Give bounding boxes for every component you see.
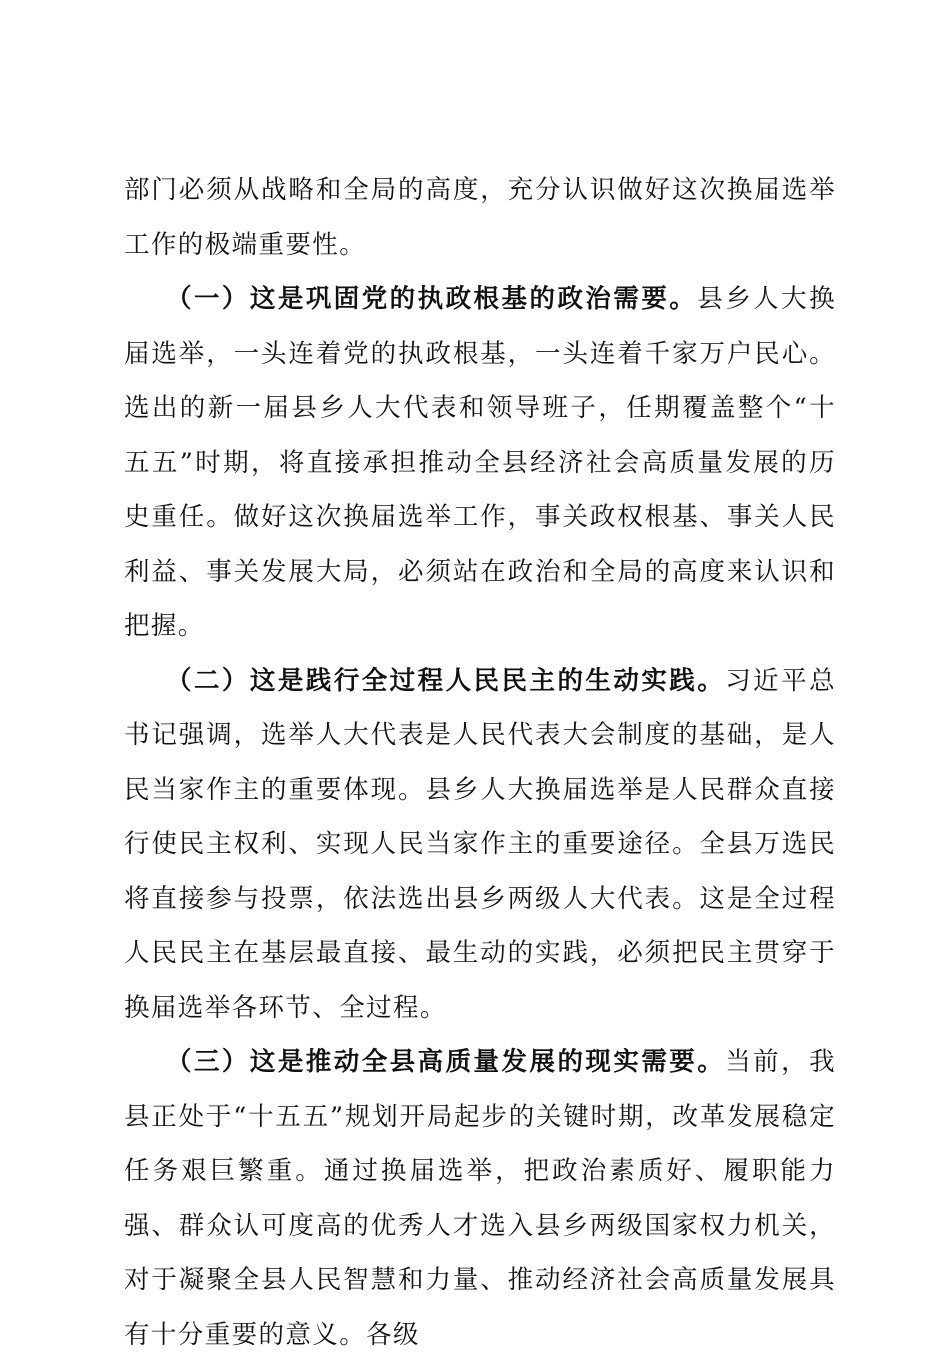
paragraph-text: 习近平总书记强调，选举人大代表是人民代表大会制度的基础，是人民当家作主的重要体现。县乡人大换届选举是人民群众直接行使民主权利、实现人民当家作主的重要途径。全县万选民将直接参与投票，依法选出县乡两级人大代表。这是全过程人民民主在基层最直接、最生动的实践，必须把民主贯穿于换届选举各环节、全过程。 [124, 665, 836, 1023]
paragraph-text: 部门必须从战略和全局的高度，充分认识做好这次换届选举工作的极端重要性。 [124, 175, 836, 260]
paragraph-section-three [124, 1035, 836, 1362]
paragraph-section-two [124, 654, 836, 1036]
section-heading: （二）这是践行全过程人民民主的生动实践。 [166, 665, 726, 696]
paragraph-text: 当前，我县正处于“十五五”规划开局起步的关键时期，改革发展稳定任务艰巨繁重。通过换届选举，把政治素质好、履职能力强、群众认可度高的优秀人才选入县乡两级国家权力机关，对于凝聚全县人民智慧和力量、推动经济社会高质量发展具有十分重要的意义。各级 [124, 1047, 836, 1350]
document-page [124, 163, 836, 1362]
section-heading: （一）这是巩固党的执政根基的政治需要。 [166, 284, 698, 314]
paragraph-text: 县乡人大换届选举，一头连着党的执政根基，一头连着千家万户民心。选出的新一届县乡人大代表和领导班子，任期覆盖整个“十五五”时期，将直接承担推动全县经济社会高质量发展的历史重任。做好这次换届选举工作，事关政权根基、事关人民利益、事关发展大局，必须站在政治和全局的高度来认识和把握。 [124, 284, 836, 641]
paragraph-continuation [124, 163, 836, 272]
paragraph-section-one [124, 272, 836, 654]
section-heading: （三）这是推动全县高质量发展的现实需要。 [166, 1047, 726, 1077]
